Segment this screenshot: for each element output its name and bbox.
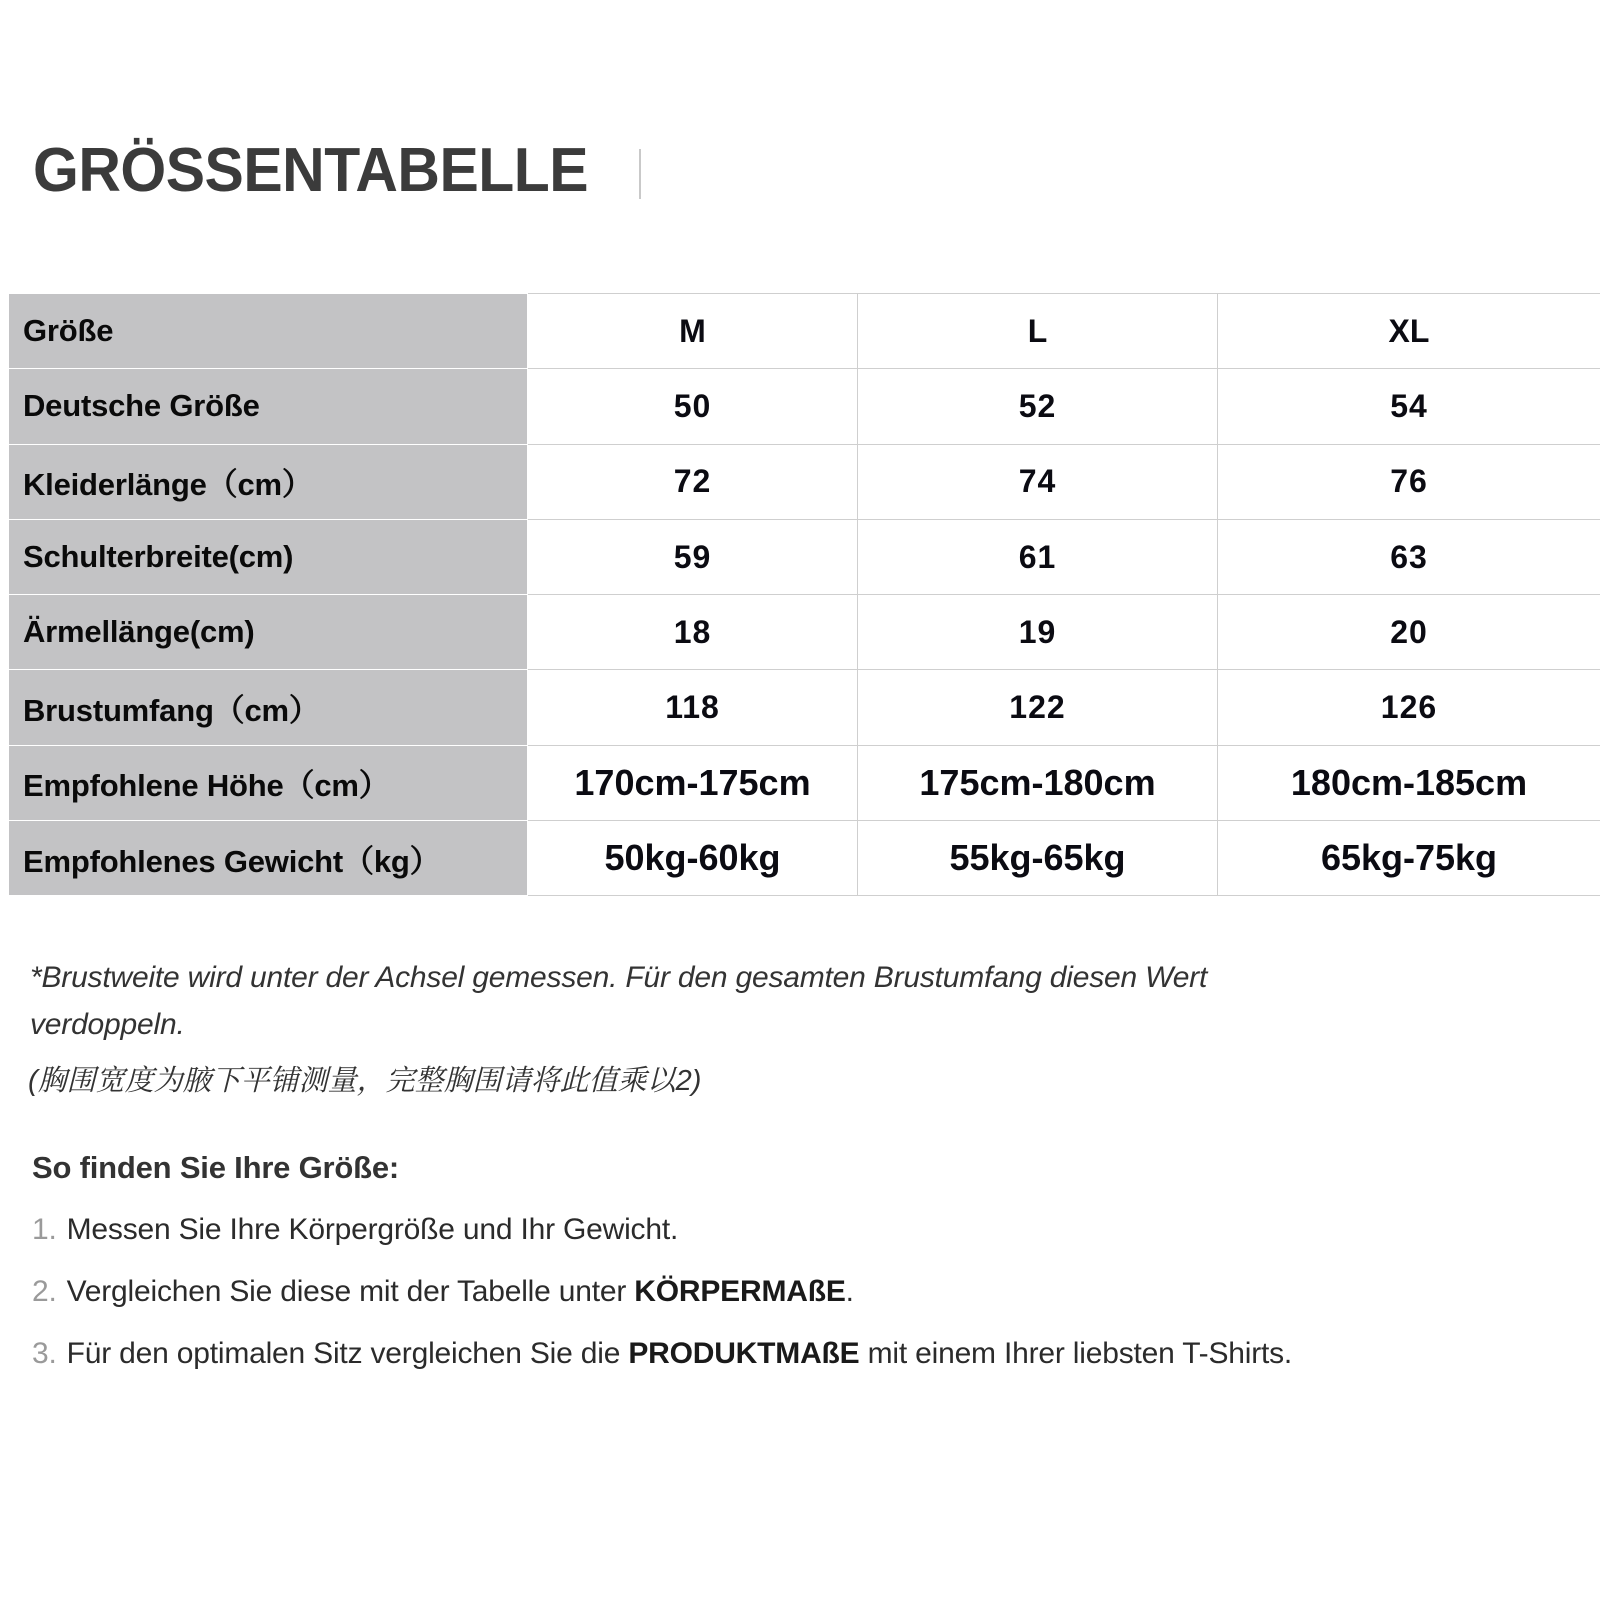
page-title: GRÖSSENTABELLE bbox=[33, 136, 589, 205]
size-column-header: XL bbox=[1218, 294, 1600, 369]
howto-step-text-tail: . bbox=[845, 1275, 854, 1308]
row-label: Empfohlene Höhe（cm） bbox=[9, 745, 528, 820]
measurement-footnote: *Brustweite wird unter der Achsel gemessen. Für den gesamten Brustumfang diesen Wert verdoppeln. bbox=[30, 961, 1208, 1041]
howto-step-text: Messen Sie Ihre Körpergröße und Ihr Gewicht. bbox=[66, 1213, 679, 1246]
text-caret-icon bbox=[639, 149, 641, 199]
howto-step-emphasis: KÖRPERMAßE bbox=[634, 1275, 846, 1308]
table-cell: 18 bbox=[528, 595, 858, 670]
howto-step-text: Für den optimalen Sitz vergleichen Sie die bbox=[66, 1337, 629, 1370]
table-cell: 55kg-65kg bbox=[858, 821, 1218, 896]
table-cell: 19 bbox=[858, 595, 1218, 670]
table-cell: 122 bbox=[858, 670, 1218, 745]
row-label: Deutsche Größe bbox=[9, 369, 528, 444]
table-cell: 170cm-175cm bbox=[528, 745, 858, 820]
howto-step bbox=[32, 1277, 1562, 1307]
table-cell: 76 bbox=[1218, 444, 1600, 519]
howto-step-text: Vergleichen Sie diese mit der Tabelle unter bbox=[66, 1275, 635, 1308]
table-cell: 20 bbox=[1218, 595, 1600, 670]
table-row bbox=[9, 821, 1600, 896]
measurement-footnote-chinese: (胸围宽度为腋下平铺测量，完整胸围请将此值乘以2) bbox=[28, 1065, 702, 1097]
size-column-header: M bbox=[528, 294, 858, 369]
row-label: Empfohlenes Gewicht（kg） bbox=[9, 821, 528, 896]
table-cell: 63 bbox=[1218, 519, 1600, 594]
size-chart-table bbox=[8, 293, 1600, 896]
size-column-header: L bbox=[858, 294, 1218, 369]
howto-heading: So finden Sie Ihre Größe: bbox=[32, 1150, 400, 1185]
page-title-container bbox=[33, 136, 641, 205]
table-cell: 50 bbox=[528, 369, 858, 444]
table-cell: 50kg-60kg bbox=[528, 821, 858, 896]
row-label: Größe bbox=[9, 294, 528, 369]
table-cell: 72 bbox=[528, 444, 858, 519]
table-row bbox=[9, 294, 1600, 369]
table-cell: 74 bbox=[858, 444, 1218, 519]
table-cell: 65kg-75kg bbox=[1218, 821, 1600, 896]
howto-step-number: 1. bbox=[32, 1213, 57, 1246]
row-label: Schulterbreite(cm) bbox=[9, 519, 528, 594]
table-cell: 59 bbox=[528, 519, 858, 594]
howto-steps-list bbox=[32, 1215, 1562, 1401]
table-row bbox=[9, 444, 1600, 519]
table-cell: 54 bbox=[1218, 369, 1600, 444]
table-cell: 126 bbox=[1218, 670, 1600, 745]
howto-step bbox=[32, 1215, 1562, 1245]
table-row bbox=[9, 670, 1600, 745]
howto-step bbox=[32, 1339, 1562, 1369]
table-row bbox=[9, 369, 1600, 444]
size-chart-body bbox=[9, 294, 1600, 896]
table-row bbox=[9, 595, 1600, 670]
table-row bbox=[9, 745, 1600, 820]
row-label: Brustumfang（cm） bbox=[9, 670, 528, 745]
table-cell: 118 bbox=[528, 670, 858, 745]
table-cell: 52 bbox=[858, 369, 1218, 444]
table-cell: 180cm-185cm bbox=[1218, 745, 1600, 820]
howto-step-number: 2. bbox=[32, 1275, 57, 1308]
howto-step-number: 3. bbox=[32, 1337, 57, 1370]
table-row bbox=[9, 519, 1600, 594]
howto-step-text-tail: mit einem Ihrer liebsten T-Shirts. bbox=[859, 1337, 1293, 1370]
row-label: Kleiderlänge（cm） bbox=[9, 444, 528, 519]
table-cell: 175cm-180cm bbox=[858, 745, 1218, 820]
table-cell: 61 bbox=[858, 519, 1218, 594]
howto-step-emphasis: PRODUKTMAßE bbox=[628, 1337, 860, 1370]
row-label: Ärmellänge(cm) bbox=[9, 595, 528, 670]
